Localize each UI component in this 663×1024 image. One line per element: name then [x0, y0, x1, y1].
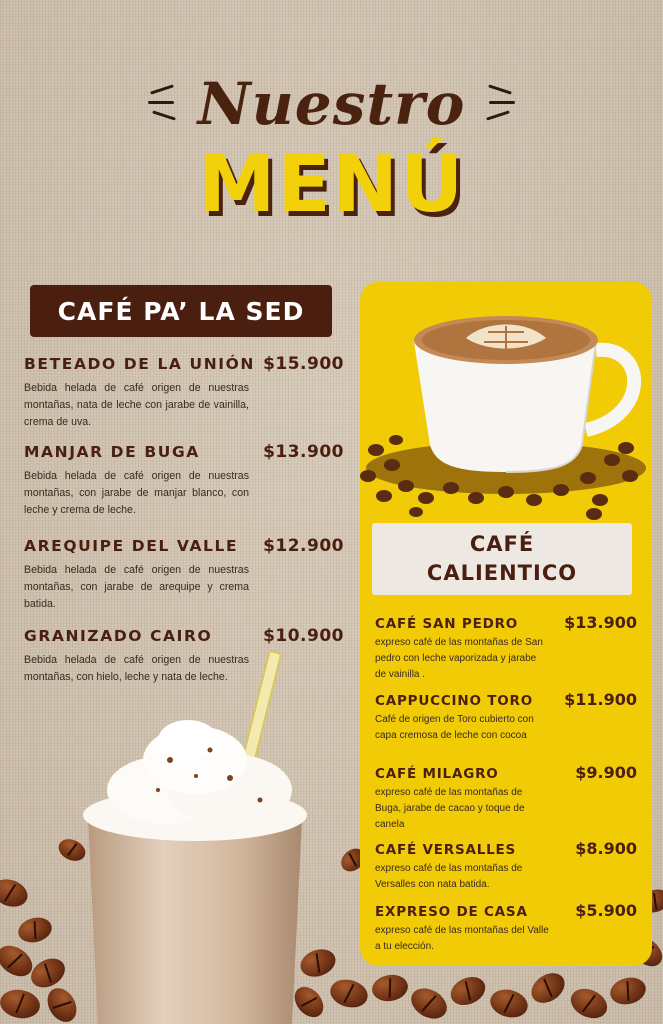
item-name: CAFÉ SAN PEDRO	[375, 616, 519, 632]
menu-item	[24, 354, 344, 431]
item-name: GRANIZADO CAIRO	[24, 627, 213, 645]
item-description: expreso café de las montañas de San pedro con leche vaporizada y jarabe de vainilla .	[375, 637, 543, 680]
menu-item	[24, 442, 344, 519]
item-name: CAPPUCCINO TORO	[375, 693, 533, 709]
menu-item	[375, 839, 637, 893]
section-title-line: CAFÉ	[469, 532, 535, 556]
item-name: BETEADO DE LA UNIÓN	[24, 355, 255, 373]
page-title: MENÚ	[197, 140, 466, 230]
hot-coffee-image	[356, 300, 652, 525]
item-price: $8.900	[575, 839, 637, 858]
menu-item	[24, 536, 344, 613]
item-price: $13.900	[564, 613, 637, 632]
item-name: EXPRESO DE CASA	[375, 904, 528, 920]
menu-item	[375, 690, 637, 744]
item-price: $12.900	[263, 536, 344, 556]
item-description: expreso café de las montañas de Versalles con nata batida.	[375, 863, 523, 890]
item-description: Bebida helada de café origen de nuestras montañas, con jarabe de arequipe y crema batida.	[24, 564, 249, 610]
item-name: AREQUIPE DEL VALLE	[24, 537, 239, 555]
item-name: CAFÉ VERSALLES	[375, 842, 517, 858]
item-price: $10.900	[263, 626, 344, 646]
item-description: Bebida helada de café origen de nuestras montañas, con jarabe de manjar blanco, con leche y crema de leche.	[24, 470, 249, 516]
item-description: Café de origen de Toro cubierto con capa cremosa de leche con cocoa	[375, 714, 534, 741]
item-description: Bebida helada de café origen de nuestras montañas, nata de leche con jarabe de vainilla, crema de uva.	[24, 382, 249, 428]
section-title-line: CALIENTICO	[426, 561, 578, 585]
page-title-script: Nuestro	[197, 70, 466, 138]
item-price: $11.900	[564, 690, 637, 709]
item-price: $15.900	[263, 354, 344, 374]
item-description: Bebida helada de café origen de nuestras montañas, con hielo, leche y nata de leche.	[24, 654, 249, 683]
item-name: MANJAR DE BUGA	[24, 443, 200, 461]
item-name: CAFÉ MILAGRO	[375, 766, 499, 782]
menu-item	[375, 613, 637, 683]
menu-item	[375, 763, 637, 833]
section-title-cold: CAFÉ PA’ LA SED	[30, 285, 332, 337]
item-price: $13.900	[263, 442, 344, 462]
item-price: $9.900	[575, 763, 637, 782]
menu-item	[375, 901, 637, 955]
item-price: $5.900	[575, 901, 637, 920]
item-description: expreso café de las montañas de Buga, jarabe de cacao y toque de canela	[375, 787, 525, 830]
item-description: expreso café de las montañas del Valle a tu elección.	[375, 925, 549, 952]
section-title-hot	[372, 523, 632, 595]
